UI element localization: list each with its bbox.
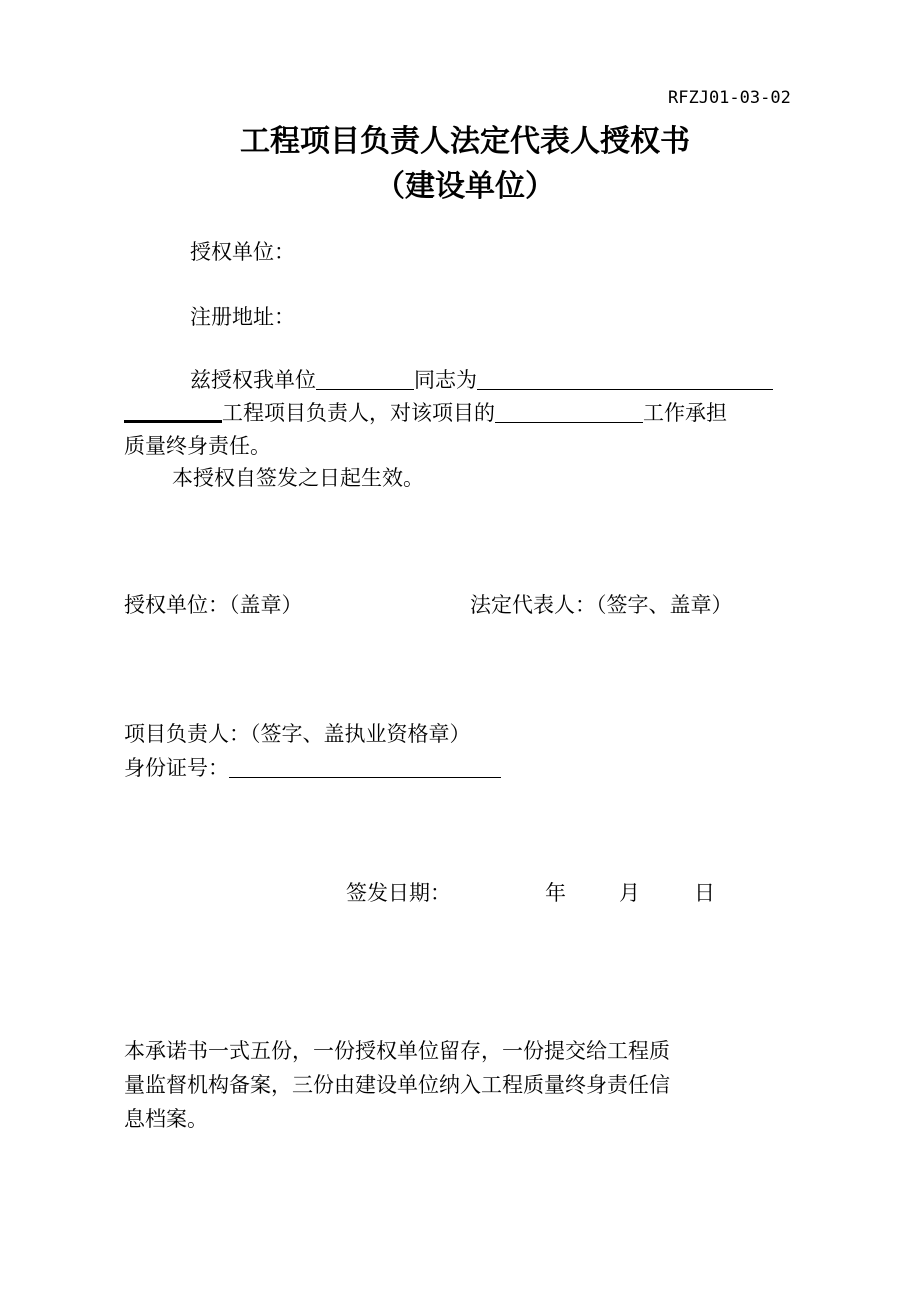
project-lead-label: 项目负责人：（签字、盖执业资格章） — [124, 722, 471, 746]
note-line-2: 量监督机构备案，三份由建设单位纳入工程质量终身责任信 — [124, 1073, 670, 1097]
authorizing-unit-label: 授权单位： — [190, 240, 295, 264]
authorization-line-2 — [124, 397, 727, 427]
blank-person-name[interactable] — [316, 367, 414, 390]
id-number-label: 身份证号： — [124, 756, 229, 780]
blank-project-name[interactable] — [477, 367, 773, 390]
authorization-part-2: 同志为 — [414, 368, 477, 392]
document-subtitle: （建设单位） — [375, 169, 555, 204]
authorization-part-4: 工作承担 — [643, 401, 727, 425]
registered-address-label: 注册地址： — [190, 305, 295, 329]
authorization-part-1: 兹授权我单位 — [190, 368, 316, 392]
authorization-line-3: 质量终身责任。 — [124, 434, 271, 458]
issue-date-day: 日 — [694, 881, 715, 905]
note-block — [124, 1034, 670, 1136]
authorization-part-3: 工程项目负责人，对该项目的 — [222, 401, 495, 425]
id-number-line — [124, 752, 501, 782]
effective-statement: 本授权自签发之日起生效。 — [172, 466, 424, 490]
legal-rep-label: 法定代表人：（签字、盖章） — [470, 593, 733, 617]
authorization-line-1 — [190, 364, 773, 394]
issue-date-year: 年 — [545, 881, 566, 905]
unit-seal-label: 授权单位：（盖章） — [124, 593, 303, 617]
issue-date-month: 月 — [619, 881, 640, 905]
note-line-1: 本承诺书一式五份，一份授权单位留存，一份提交给工程质 — [124, 1039, 670, 1063]
document-title: 工程项目负责人法定代表人授权书 — [240, 124, 690, 159]
note-line-3: 息档案。 — [124, 1107, 208, 1131]
blank-id-number[interactable] — [229, 755, 501, 778]
blank-project-name-cont[interactable] — [124, 398, 222, 423]
issue-date-label: 签发日期： — [346, 881, 451, 905]
blank-work-scope[interactable] — [495, 400, 643, 423]
document-code: RFZJ01-03-02 — [668, 88, 791, 108]
